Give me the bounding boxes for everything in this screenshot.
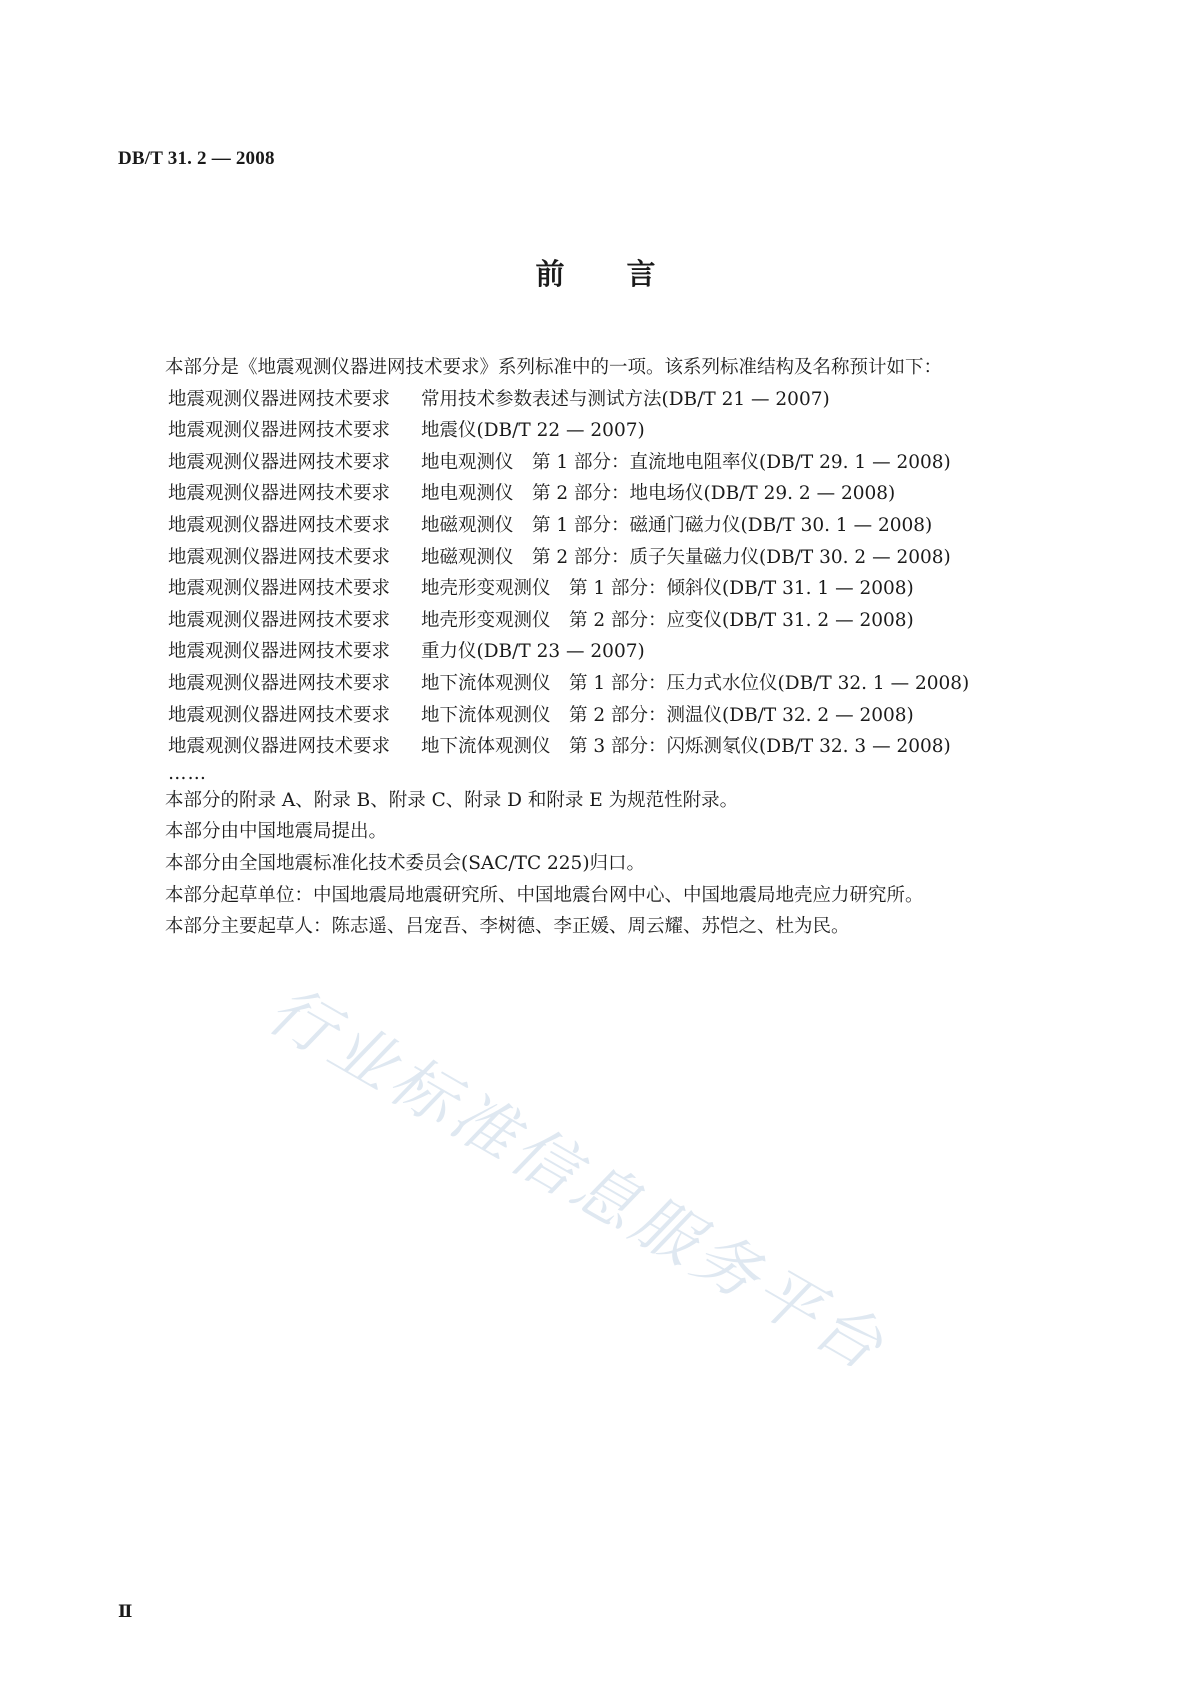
series-item-prefix: 地震观测仪器进网技术要求 [168,388,391,410]
series-item-prefix: 地震观测仪器进网技术要求 [168,420,391,442]
series-item [165,731,1065,763]
page-number: Ⅱ [118,1602,133,1621]
proposer-paragraph: 本部分由中国地震局提出。 [165,821,388,843]
series-item-name: 地电观测仪 第 1 部分：直流地电阻率仪(DB/T 29. 1 — 2008) [421,451,951,473]
series-item-prefix: 地震观测仪器进网技术要求 [168,451,391,473]
series-item-prefix: 地震观测仪器进网技术要求 [168,483,391,505]
document-code: DB/T 31. 2 — 2008 [118,148,275,169]
committee-paragraph: 本部分由全国地震标准化技术委员会(SAC/TC 225)归口。 [165,852,646,874]
ellipsis: …… [168,762,207,784]
series-item-name: 地下流体观测仪 第 1 部分：压力式水位仪(DB/T 32. 1 — 2008) [421,672,970,694]
series-item [165,636,1065,668]
series-item [165,510,1065,542]
series-item [165,573,1065,605]
standard-series-list [165,384,1065,763]
appendix-paragraph: 本部分的附录 A、附录 B、附录 C、附录 D 和附录 E 为规范性附录。 [165,789,739,811]
series-item [165,605,1065,637]
series-item-name: 地磁观测仪 第 1 部分：磁通门磁力仪(DB/T 30. 1 — 2008) [421,514,933,536]
series-item-prefix: 地震观测仪器进网技术要求 [168,578,391,600]
series-item-name: 常用技术参数表述与测试方法(DB/T 21 — 2007) [421,388,830,410]
series-item-name: 地震仪(DB/T 22 — 2007) [421,420,645,442]
series-item-prefix: 地震观测仪器进网技术要求 [168,704,391,726]
series-item-prefix: 地震观测仪器进网技术要求 [168,514,391,536]
series-item-prefix: 地震观测仪器进网技术要求 [168,641,391,663]
series-item [165,415,1065,447]
series-item-prefix: 地震观测仪器进网技术要求 [168,546,391,568]
series-item [165,478,1065,510]
drafters-paragraph: 本部分主要起草人：陈志遥、吕宠吾、李树德、李正媛、周云耀、苏恺之、杜为民。 [165,916,850,938]
series-item [165,700,1065,732]
foreword-body [165,352,1065,943]
series-item-name: 地壳形变观测仪 第 2 部分：应变仪(DB/T 31. 2 — 2008) [421,609,914,631]
page-title: 前言 [535,257,718,291]
series-item [165,447,1065,479]
series-item-name: 地磁观测仪 第 2 部分：质子矢量磁力仪(DB/T 30. 2 — 2008) [421,546,951,568]
series-item [165,668,1065,700]
series-item [165,542,1065,574]
series-item-prefix: 地震观测仪器进网技术要求 [168,736,391,758]
series-item-prefix: 地震观测仪器进网技术要求 [168,672,391,694]
series-item-name: 地下流体观测仪 第 2 部分：测温仪(DB/T 32. 2 — 2008) [421,704,914,726]
intro-paragraph: 本部分是《地震观测仪器进网技术要求》系列标准中的一项。该系列标准结构及名称预计如下： [165,357,943,378]
series-item [165,384,1065,416]
series-item-name: 地电观测仪 第 2 部分：地电场仪(DB/T 29. 2 — 2008) [421,483,896,505]
series-item-name: 重力仪(DB/T 23 — 2007) [421,641,645,663]
series-item-name: 地下流体观测仪 第 3 部分：闪烁测氡仪(DB/T 32. 3 — 2008) [421,736,951,758]
series-item-prefix: 地震观测仪器进网技术要求 [168,609,391,631]
drafting-units-paragraph: 本部分起草单位：中国地震局地震研究所、中国地震台网中心、中国地震局地壳应力研究所。 [165,884,924,906]
watermark-text: 行业标准信息服务平台 [255,972,899,1388]
series-item-name: 地壳形变观测仪 第 1 部分：倾斜仪(DB/T 31. 1 — 2008) [421,578,914,600]
